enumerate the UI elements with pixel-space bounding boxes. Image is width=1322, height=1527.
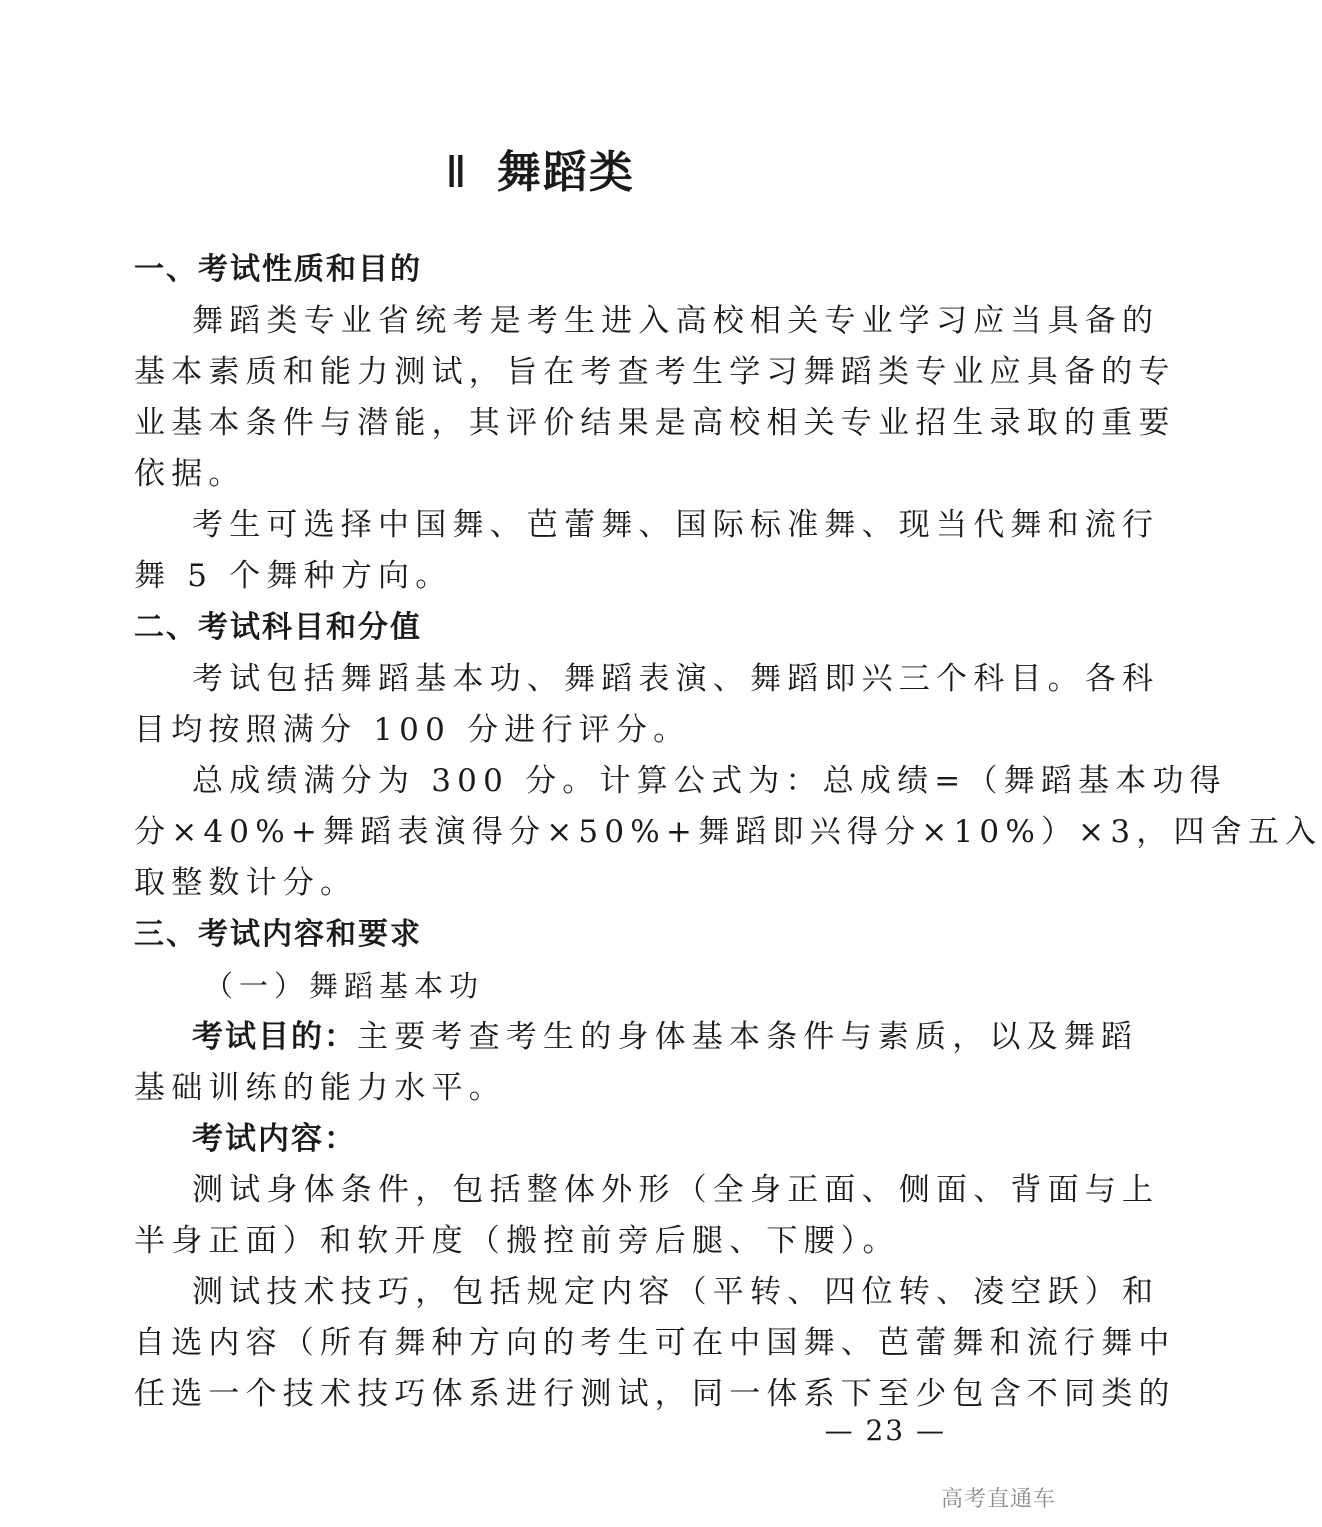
paragraph-first-line: 舞蹈类专业省统考是考生进入高校相关专业学习应当具备的 (192, 303, 1160, 339)
paragraph-line: 分×40%+舞蹈表演得分×50%+舞蹈即兴得分×10%）×3，四舍五入 (134, 814, 1322, 850)
paragraph-line: 基础训练的能力水平。 (134, 1070, 506, 1106)
paragraph-first-line: 测试身体条件，包括整体外形（全身正面、侧面、背面与上 (192, 1172, 1160, 1208)
paragraph-first-line (134, 1114, 946, 1165)
paragraph-line: 业基本条件与潜能，其评价结果是高校相关专业招生录取的重要 (134, 405, 1176, 441)
inline-label: 考试目的： (192, 1019, 357, 1055)
paragraph-first-line (134, 1012, 1139, 1063)
section-heading: 一、考试性质和目的 (134, 252, 422, 287)
paragraph-first-line: 测试技术技巧，包括规定内容（平转、四位转、凌空跃）和 (192, 1274, 1160, 1310)
page-title (0, 136, 1080, 200)
inline-text: 主要考查考生的身体基本条件与素质，以及舞蹈 (357, 1019, 1139, 1055)
paragraph-first-line: 总成绩满分为 300 分。计算公式为：总成绩=（舞蹈基本功得 (192, 763, 1227, 799)
title-text: 舞蹈类 (496, 147, 635, 198)
paragraph-line: 基本素质和能力测试，旨在考查考生学习舞蹈类专业应具备的专 (134, 354, 1176, 390)
paragraph-line: 自选内容（所有舞种方向的考生可在中国舞、芭蕾舞和流行舞中 (134, 1325, 1176, 1361)
paragraph-line: 目均按照满分 100 分进行评分。 (134, 712, 691, 748)
paragraph-line: 取整数计分。 (134, 865, 358, 901)
paragraph-line: 依据。 (134, 456, 246, 492)
paragraph-line: 半身正面）和软开度（搬控前旁后腿、下腰）。 (134, 1223, 900, 1259)
page-number: — 23 — (824, 1414, 946, 1447)
document-body (134, 244, 1322, 1420)
paragraph-line: 任选一个技术技巧体系进行测试，同一体系下至少包含不同类的 (134, 1376, 1176, 1412)
paragraph-line: 舞 5 个舞种方向。 (134, 558, 453, 594)
watermark: 高考直通车 (940, 1487, 1056, 1512)
paragraph-first-line: 考试包括舞蹈基本功、舞蹈表演、舞蹈即兴三个科目。各科 (192, 661, 1160, 697)
section-heading: 三、考试内容和要求 (134, 917, 422, 952)
inline-label: 考试内容： (192, 1121, 357, 1157)
section-heading: 二、考试科目和分值 (134, 610, 422, 645)
title-numeral: Ⅱ (445, 148, 469, 197)
paragraph-first-line: 考生可选择中国舞、芭蕾舞、国际标准舞、现当代舞和流行 (192, 507, 1160, 543)
subsection-heading: （一）舞蹈基本功 (204, 969, 485, 1003)
